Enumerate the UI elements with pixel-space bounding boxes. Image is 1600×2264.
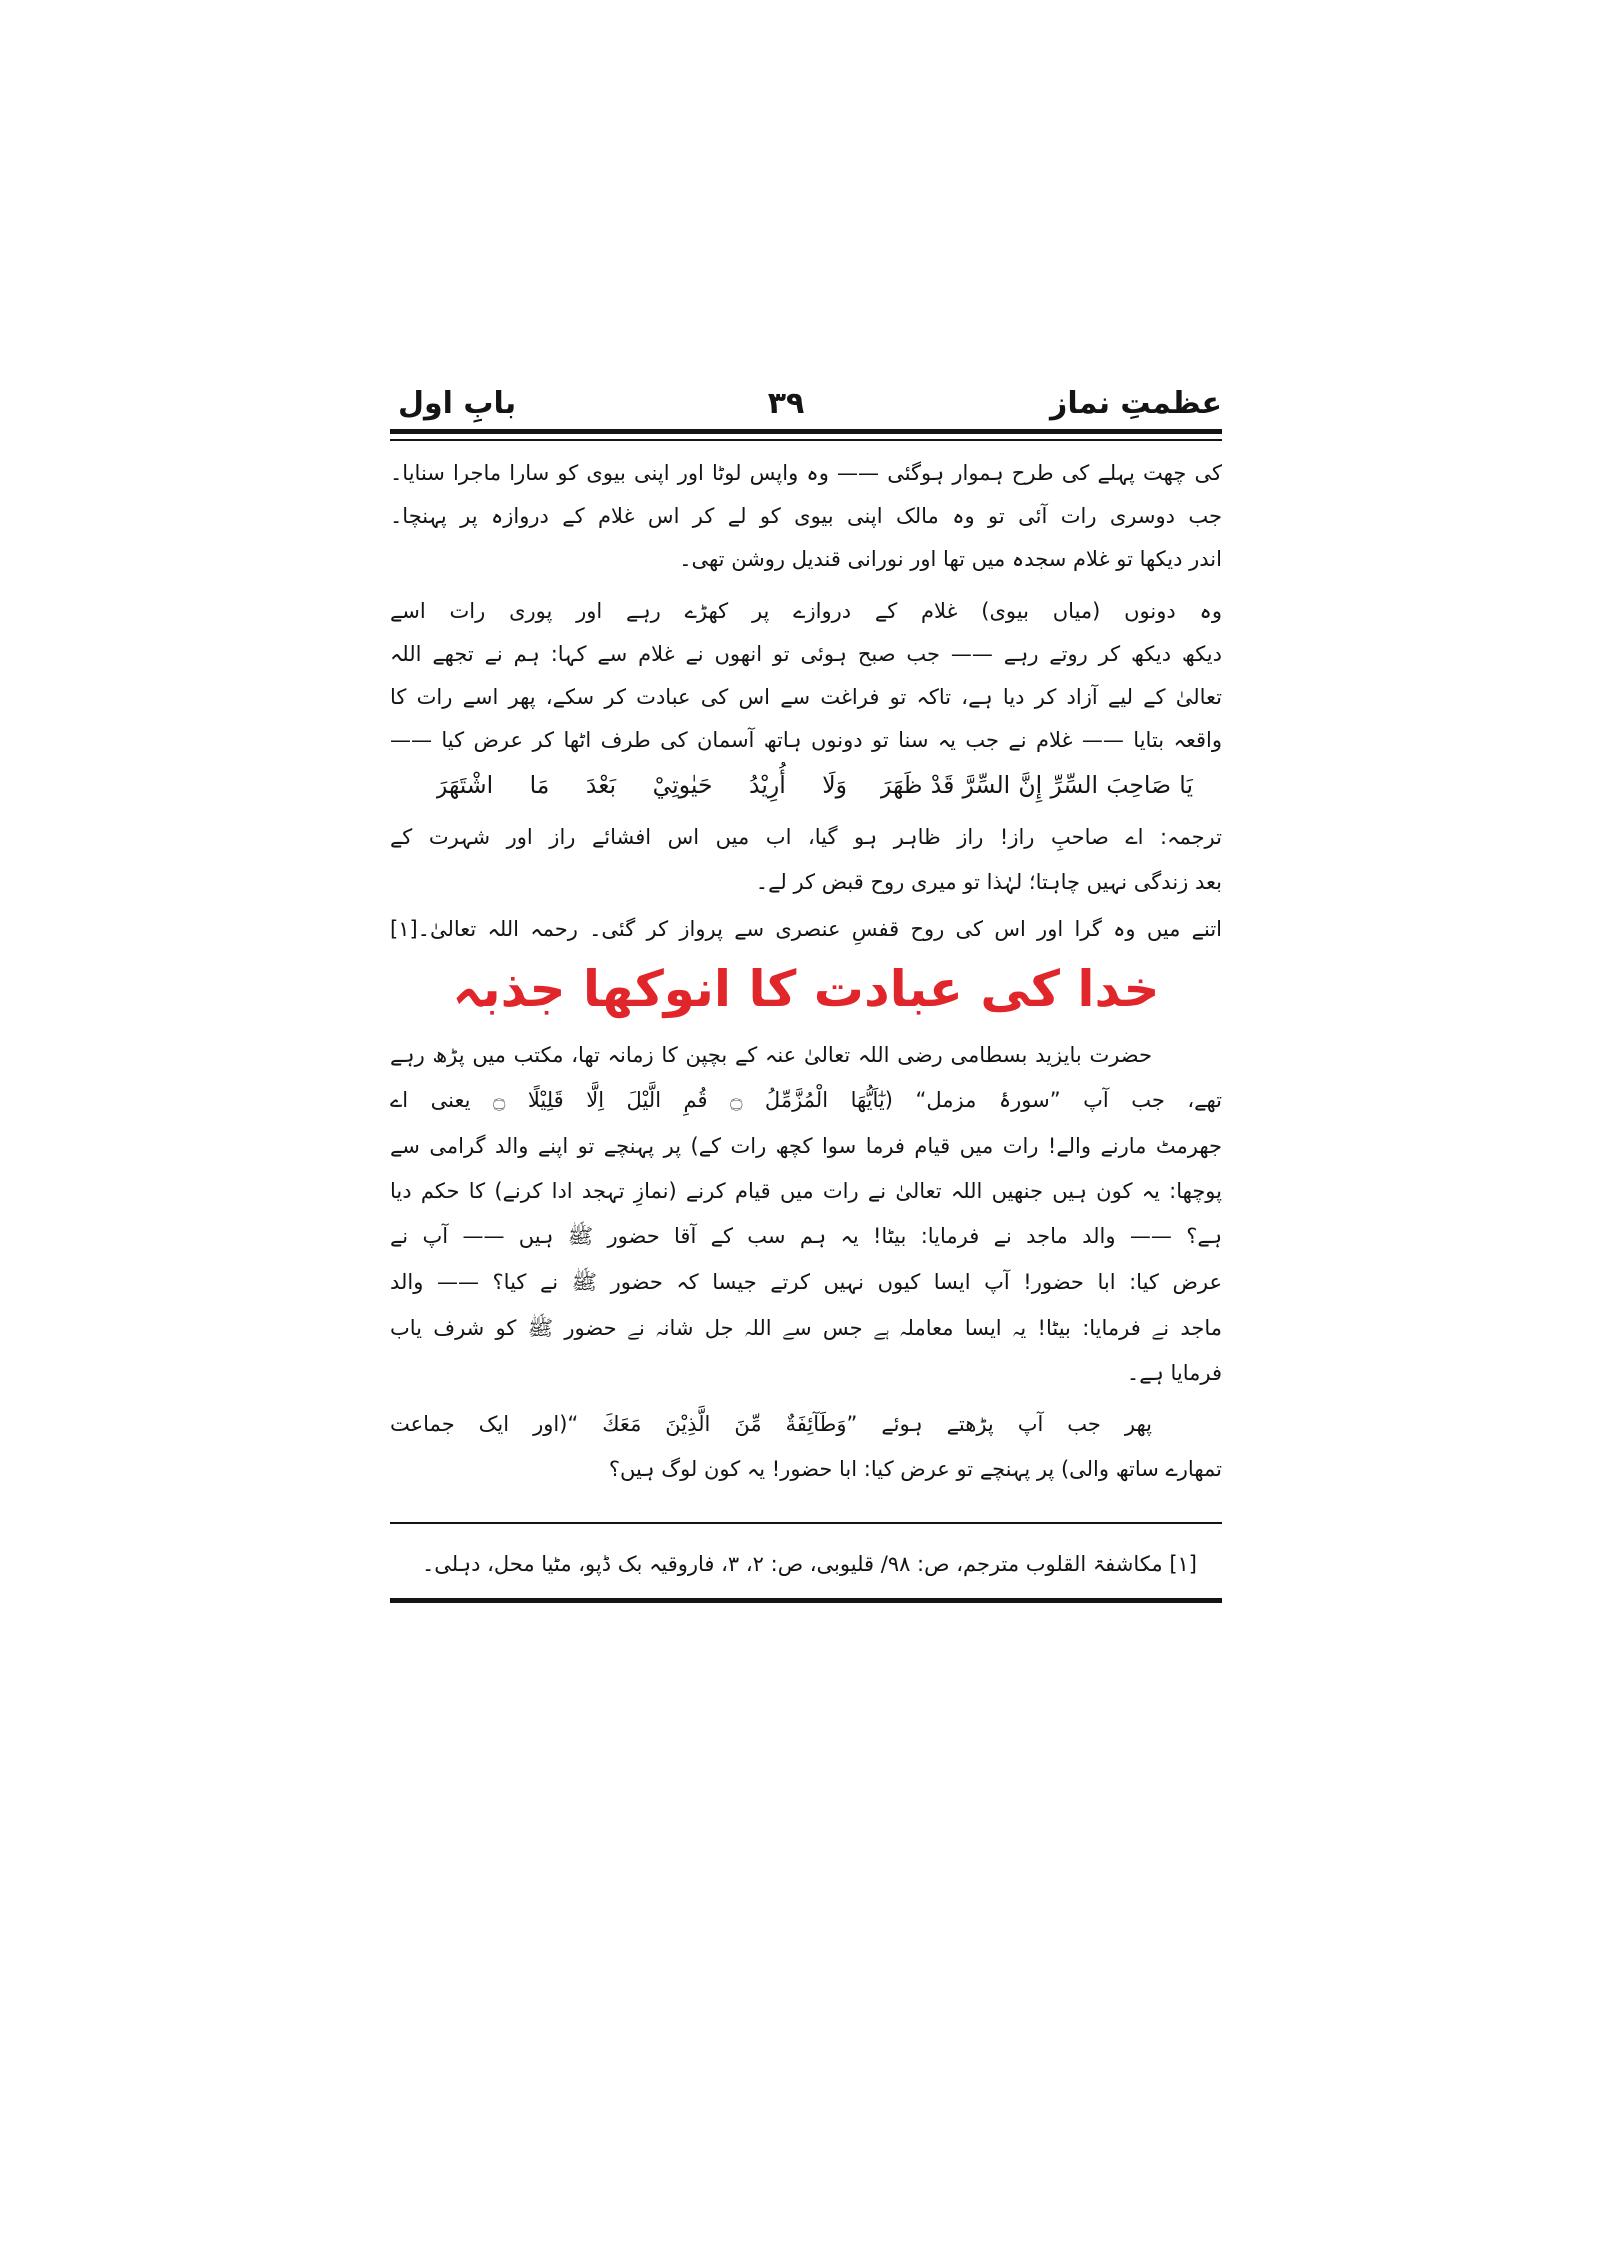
page-bottom-rule bbox=[390, 1598, 1222, 1603]
body-line: تھے، جب آپ ”سورۂ مزمل“ (يٰٓاَيُّهَا الْمُزَّمِّلُ ۝ قُمِ الَّيْلَ اِلَّا قَلِيْلًا ۝ یعنی اے bbox=[390, 1088, 1222, 1112]
body-line: جب دوسری رات آئی تو وہ مالک اپنی بیوی کو لے کر اس غلام کے دروازہ پر پہنچا۔ bbox=[390, 504, 1222, 528]
section-heading: خدا کی عبادت کا انوکھا جذبہ bbox=[452, 960, 1160, 1018]
footnote: [۱] مکاشفۃ القلوب مترجم، ص: ۹۸/ قلیوبی، ص: ۲، ۳، فاروقیہ بک ڈپو، مٹیا محل، دہلی۔ bbox=[422, 1552, 1197, 1576]
closing-line: اتنے میں وہ گرا اور اس کی روح قفسِ عنصری سے پرواز کر گئی۔ رحمہ اللہ تعالیٰ۔[۱] bbox=[390, 917, 1222, 941]
translation-line: بعد زندگی نہیں چاہتا؛ لہٰذا تو میری روح قبض کر لے۔ bbox=[755, 870, 1222, 894]
header-rule-thin bbox=[390, 439, 1222, 441]
book-title: عظمتِ نماز bbox=[1050, 386, 1222, 421]
body-line: ماجد نے فرمایا: بیٹا! یہ ایسا معاملہ ہے جس سے اللہ جل شانہ نے حضور ﷺ کو شرف یاب bbox=[390, 1316, 1222, 1340]
verse-second-hemistich: وَلَا أُرِيْدُ حَيٰوتِيْ بَعْدَ مَا اشْتَهَرَ bbox=[436, 771, 847, 799]
page-number: ۳۹ bbox=[767, 386, 805, 421]
chapter-title: بابِ اول bbox=[398, 386, 517, 421]
body-line: واقعہ بتایا —— غلام نے جب یہ سنا تو دونوں ہاتھ آسمان کی طرف اٹھا کر عرض کیا —— bbox=[390, 728, 1222, 752]
body-line: کی چھت پہلے کی طرح ہموار ہوگئی —— وہ واپس لوٹا اور اپنی بیوی کو سارا ماجرا سنایا۔ bbox=[390, 461, 1222, 485]
body-line: وہ دونوں (میاں بیوی) غلام کے دروازے پر کھڑے رہے اور پوری رات اسے bbox=[390, 599, 1222, 623]
body-line: تعالیٰ کے لیے آزاد کر دیا ہے، تاکہ تو فراغت سے اس کی عبادت کر سکے، پھر اسے رات کا bbox=[390, 685, 1222, 709]
header-rule-thick bbox=[390, 429, 1222, 434]
footnote-rule bbox=[390, 1522, 1222, 1524]
body-line: فرمایا ہے۔ bbox=[1126, 1361, 1222, 1385]
body-line: اندر دیکھا تو غلام سجدہ میں تھا اور نورانی قندیل روشن تھی۔ bbox=[679, 547, 1222, 571]
body-line: جھرمٹ مارنے والے! رات میں قیام فرما سوا کچھ رات کے) پر پہنچے تو اپنے والد گرامی سے bbox=[390, 1134, 1222, 1158]
translation-line: ترجمہ: اے صاحبِ راز! راز ظاہر ہو گیا، اب میں اس افشائے راز اور شہرت کے bbox=[390, 825, 1222, 849]
verse-first-hemistich: يَا صَاحِبَ السِّرِّ إِنَّ السِّرَّ قَدْ ظَهَرَ bbox=[880, 771, 1193, 799]
body-line: عرض کیا: ابا حضور! آپ ایسا کیوں نہیں کرتے جیسا کہ حضور ﷺ نے کیا؟ —— والد bbox=[390, 1270, 1222, 1294]
body-line: پھر جب آپ پڑھتے ہوئے ”وَطَآئِفَةٌ مِّنَ الَّذِيْنَ مَعَكَ “(اور ایک جماعت bbox=[390, 1412, 1152, 1436]
body-line: پوچھا: یہ کون ہیں جنھیں اللہ تعالیٰ نے رات میں قیام کرنے (نمازِ تہجد ادا کرنے) کا حکم دیا bbox=[390, 1179, 1222, 1203]
body-line: دیکھ دیکھ کر روتے رہے —— جب صبح ہوئی تو انھوں نے غلام سے کہا: ہم نے تجھے اللہ bbox=[390, 642, 1222, 666]
body-line: حضرت بایزید بسطامی رضی اللہ تعالیٰ عنہ کے بچپن کا زمانہ تھا، مکتب میں پڑھ رہے bbox=[390, 1043, 1152, 1067]
body-line: ہے؟ —— والد ماجد نے فرمایا: بیٹا! یہ ہم سب کے آقا حضور ﷺ ہیں —— آپ نے bbox=[390, 1224, 1222, 1248]
body-line: تمھارے ساتھ والی) پر پہنچے تو عرض کیا: ابا حضور! یہ کون لوگ ہیں؟ bbox=[608, 1457, 1222, 1481]
